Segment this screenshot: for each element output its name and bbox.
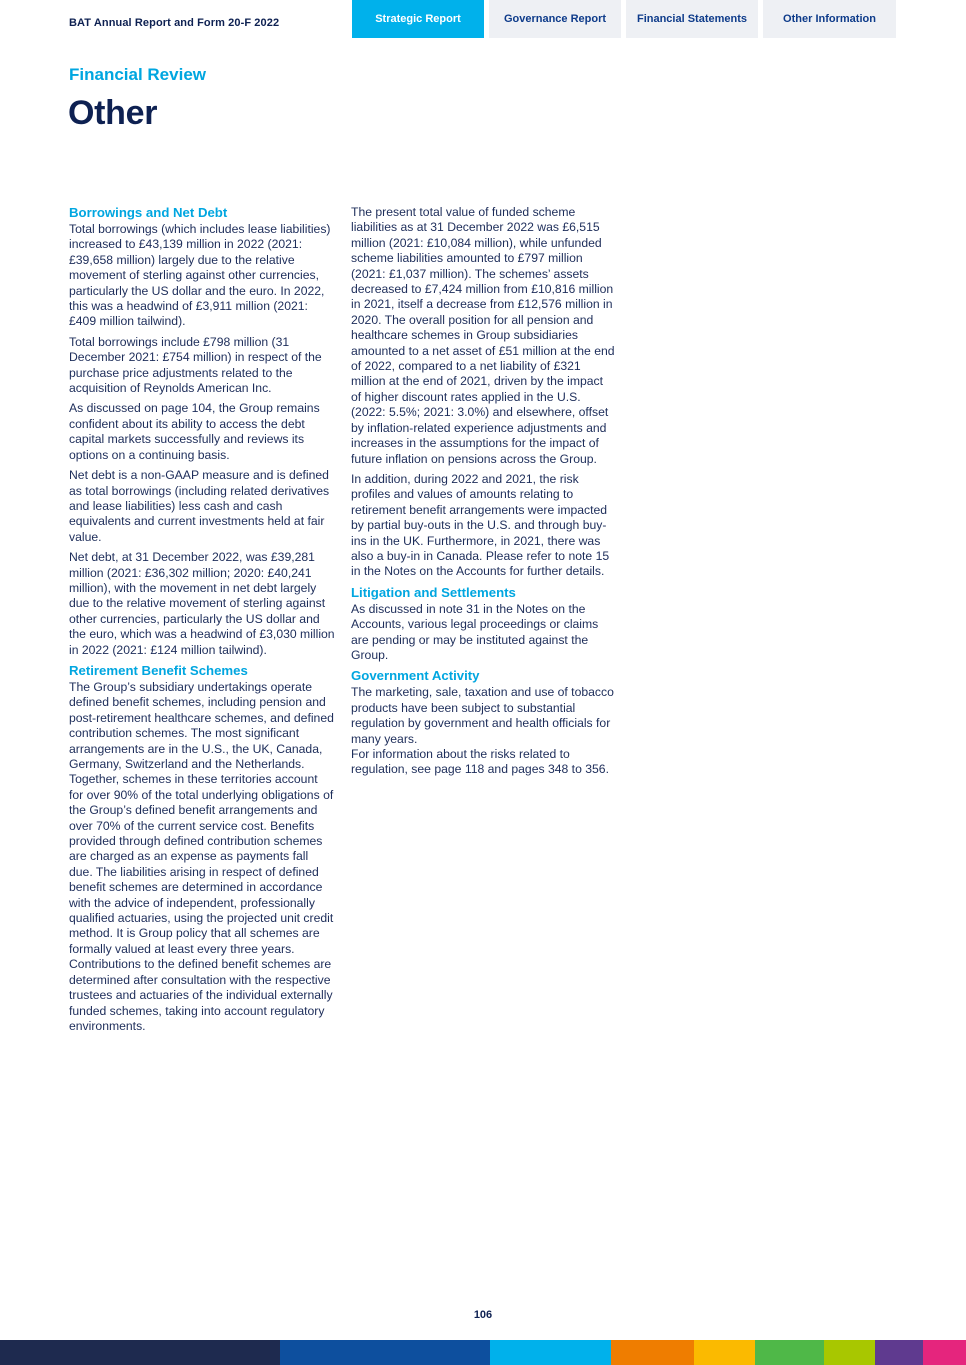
tab-governance-report[interactable]: Governance Report	[489, 0, 621, 38]
footer-color-bar	[0, 1340, 966, 1365]
tab-other-information[interactable]: Other Information	[763, 0, 896, 38]
color-segment	[923, 1340, 966, 1365]
color-segment	[490, 1340, 611, 1365]
tab-financial-statements[interactable]: Financial Statements	[626, 0, 758, 38]
color-segment	[824, 1340, 875, 1365]
heading-retirement: Retirement Benefit Schemes	[69, 662, 248, 678]
paragraph: For information about the risks related to regulation, see page 118 and pages 348 to 356.	[351, 747, 609, 777]
paragraph: The present total value of funded scheme liabilities as at 31 December 2022 was £6,515 million (2021: £10,084 million), while unfunded scheme liabilities amounted to £797 million (2021: £1,037 million). The schemes’ assets decreased to £7,424 million from £10,816 million in 2021, itself a decrease from £12,576 million in 2020. The overall position for all pension and healthcare schemes in Group subsidiaries amounted to a net asset of £51 million at the end of 2022, compared to a net liability of £321 million at the end of 2021, driven by the impact of higher discount rates applied in the U.S. (2022: 5.5%; 2021: 3.0%) and elsewhere, offset by inflation-related experience adjustments and increases in the assumptions for the impact of future inflation on pensions across the Group.	[351, 205, 615, 466]
tab-strategic-report[interactable]: Strategic Report	[352, 0, 484, 38]
paragraph: Total borrowings include £798 million (31 December 2021: £754 million) in respect of the purchase price adjustments related to the acquisition of Reynolds American Inc.	[69, 334, 322, 396]
paragraph: The marketing, sale, taxation and use of tobacco products have been subject to substantial regulation by government and health officials for many years.	[351, 685, 614, 746]
paragraph: Net debt, at 31 December 2022, was £39,281 million (2021: £36,302 million; 2020: £40,241 million), with the movement in net debt largely due to the relative movement of sterling against other currencies, particularly the US dollar and the euro, which was a headwind of £3,030 million in 2022 (2021: £124 million tailwind).	[69, 550, 335, 657]
paragraph: In addition, during 2022 and 2021, the risk profiles and values of amounts relating to retirement benefit arrangements were impacted by partial buy-outs in the U.S. and through buy-ins in the UK. Furthermore, in 2021, there was also a buy-in in Canada. Please refer to note 15 in the Notes on the Accounts for further details.	[351, 471, 610, 579]
section-label: Financial Review	[69, 65, 206, 84]
document-title: BAT Annual Report and Form 20-F 2022	[69, 17, 280, 29]
paragraph: As discussed in note 31 in the Notes on the Accounts, various legal proceedings or claims are pending or may be instituted against the Group.	[351, 601, 599, 662]
paragraph: As discussed on page 104, the Group remains confident about its ability to access the debt capital markets successfully and reviews its options on a continuing basis.	[69, 401, 320, 462]
section-tabs	[352, 0, 896, 38]
heading-litigation: Litigation and Settlements	[351, 584, 516, 600]
paragraph: Total borrowings (which includes lease liabilities) increased to £43,139 million in 2022 (2021: £39,658 million) largely due to the relative movement of sterling against other currencies, particularly the US dollar and the euro. In 2022, this was a headwind of £3,911 million (2021: £409 million tailwind).	[69, 222, 331, 329]
page-title: Other	[68, 94, 158, 132]
heading-government: Government Activity	[351, 668, 480, 684]
color-segment	[280, 1340, 490, 1365]
left-column	[69, 205, 335, 1039]
color-segment	[875, 1340, 923, 1365]
color-segment	[694, 1340, 755, 1365]
paragraph: The Group’s subsidiary undertakings operate defined benefit schemes, including pension and post-retirement healthcare schemes, and defined contribution schemes. The most significant arrangements are in the U.S., the UK, Canada, Germany, Switzerland and the Netherlands. Together, schemes in these territories account for over 90% of the total underlying obligations of the Group’s defined benefit arrangements and over 70% of the current service cost. Benefits provided through defined contribution schemes are charged as an expense as payments fall due. The liabilities arising in respect of defined benefit schemes are determined in accordance with the advice of independent, professionally qualified actuaries, using the projected unit credit method. It is Group policy that all schemes are formally valued at least every three years. Contributions to the defined benefit schemes are determined after consultation with the respective trustees and actuaries of the individual externally funded schemes, taking into account regulatory environments.	[69, 679, 334, 1033]
color-segment	[0, 1340, 280, 1365]
color-segment	[611, 1340, 694, 1365]
color-segment	[755, 1340, 824, 1365]
heading-borrowings: Borrowings and Net Debt	[69, 205, 228, 220]
right-column	[351, 205, 615, 783]
paragraph: Net debt is a non-GAAP measure and is defined as total borrowings (including related derivatives and lease liabilities) less cash and cash equivalents and current investments held at fair value.	[69, 468, 330, 544]
page-number: 106	[473, 1309, 493, 1321]
